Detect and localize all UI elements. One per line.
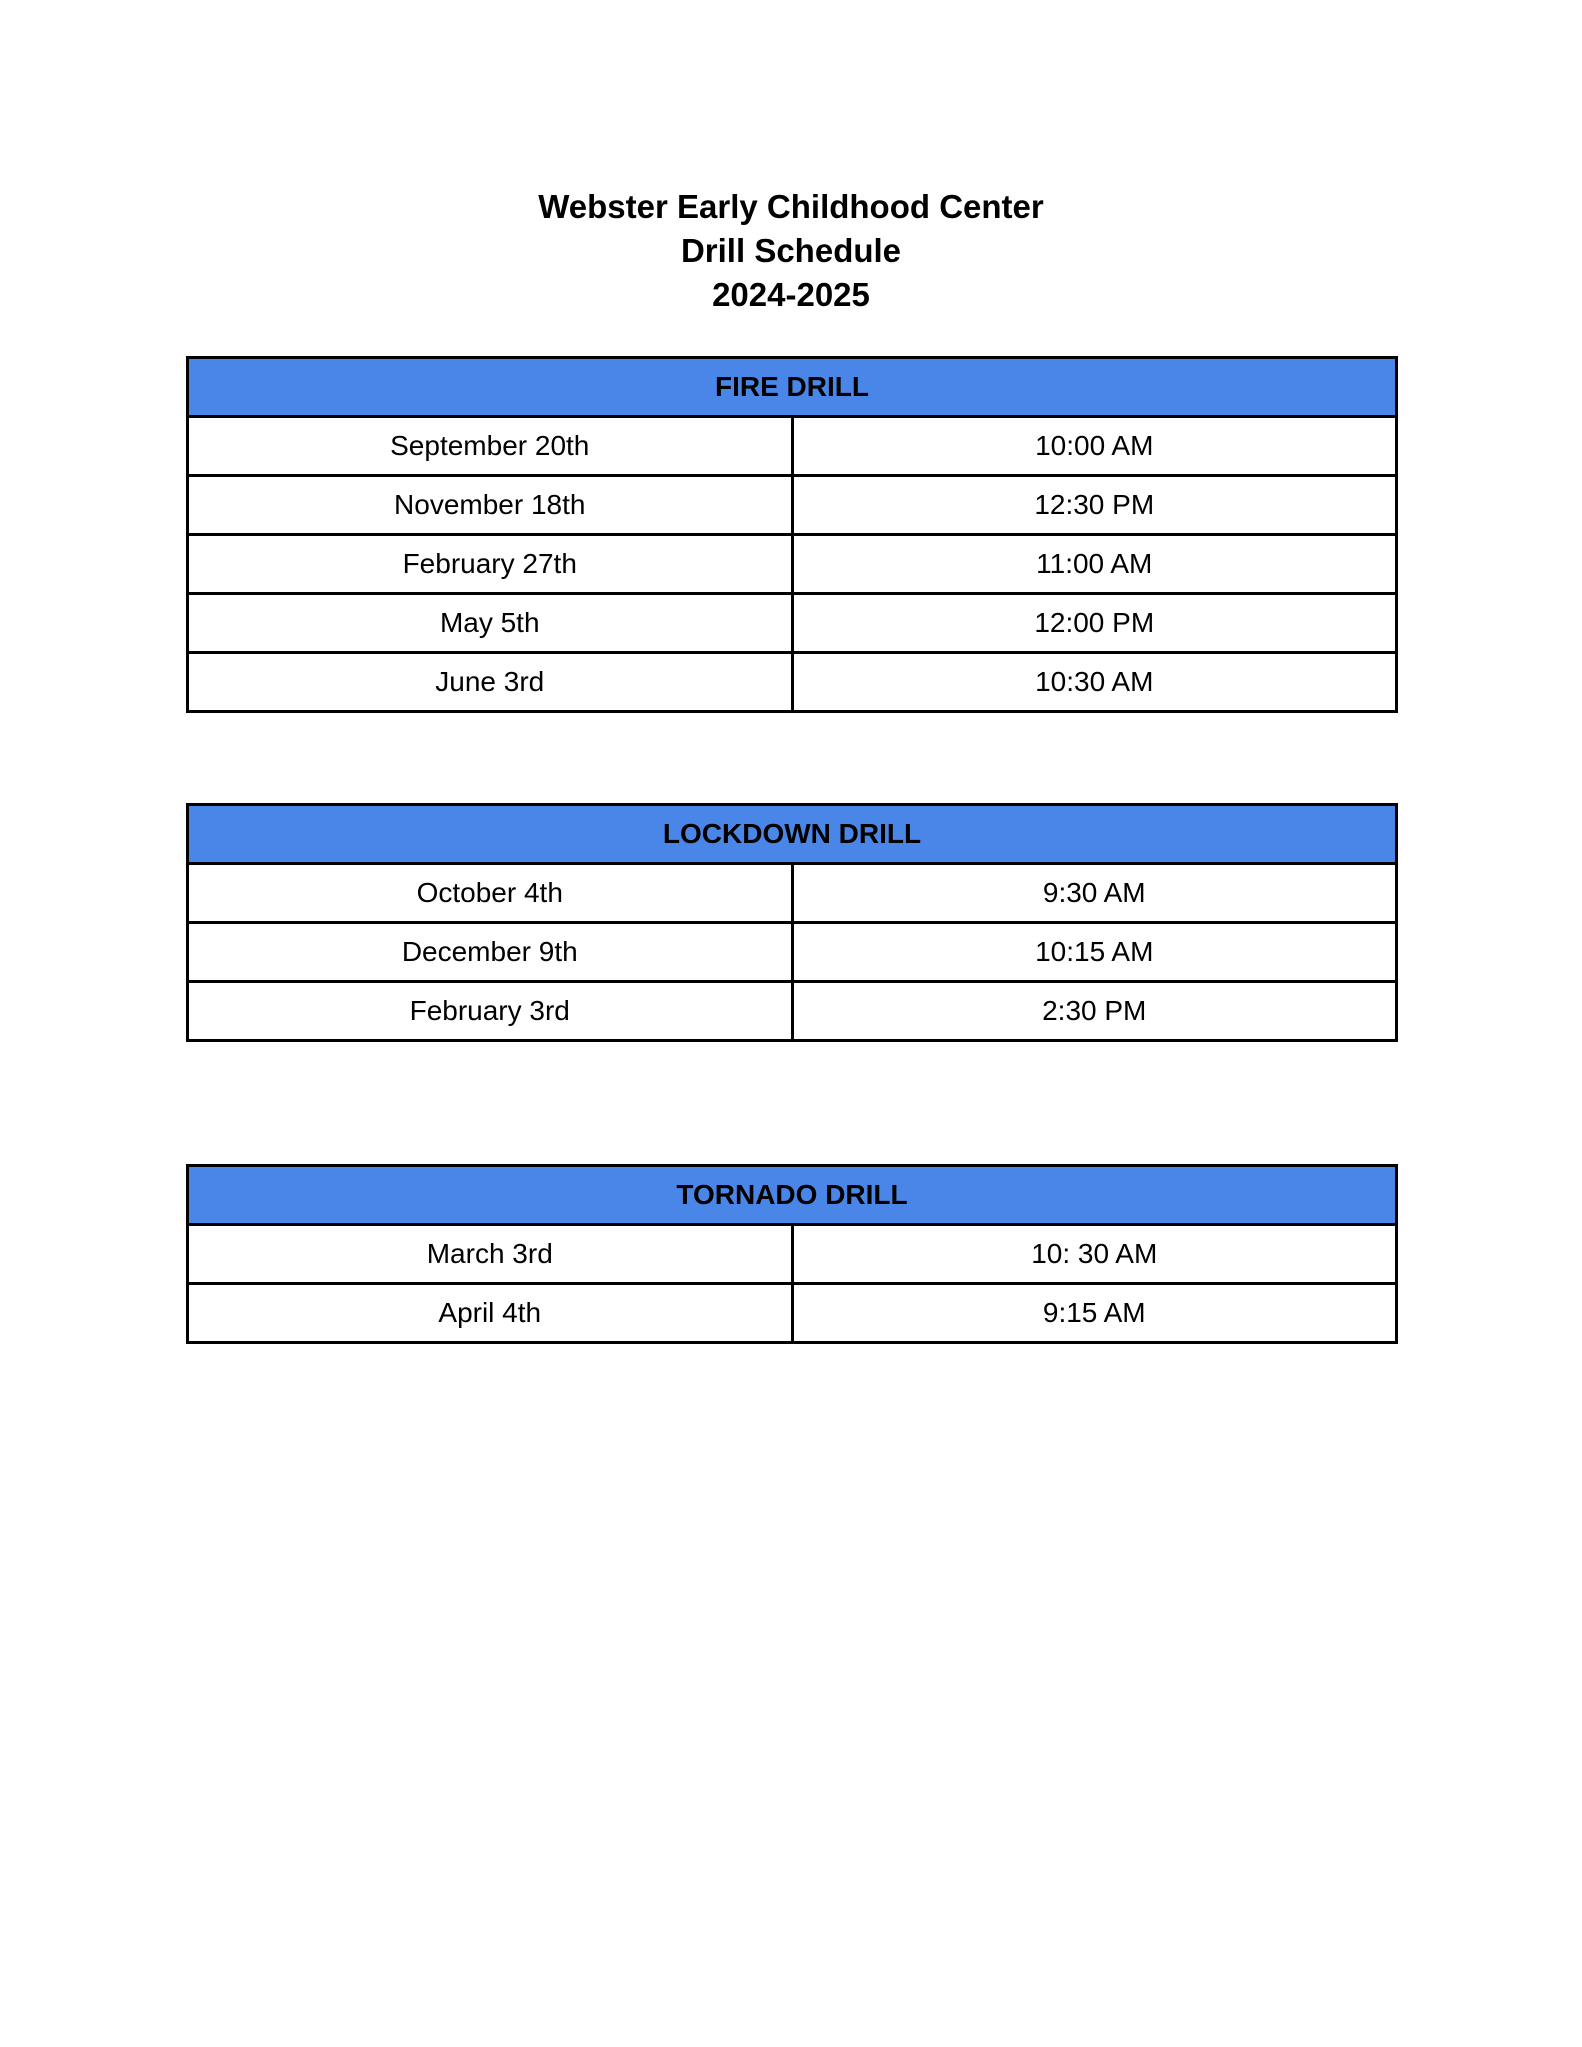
table-row	[188, 476, 1397, 535]
drill-date: December 9th	[188, 923, 793, 982]
drill-date: June 3rd	[188, 653, 793, 712]
table-row	[188, 594, 1397, 653]
drill-time: 10: 30 AM	[792, 1225, 1397, 1284]
table-row	[188, 864, 1397, 923]
lockdown-drill-heading: LOCKDOWN DRILL	[188, 805, 1397, 864]
drill-time: 10:30 AM	[792, 653, 1397, 712]
tornado-drill-table	[186, 1164, 1398, 1344]
schedule-title: Drill Schedule	[680, 232, 902, 269]
document-title	[0, 185, 1582, 317]
tornado-drill-heading: TORNADO DRILL	[188, 1166, 1397, 1225]
table-row	[188, 1225, 1397, 1284]
drill-time: 12:00 PM	[792, 594, 1397, 653]
drill-date: September 20th	[188, 417, 793, 476]
table-header-row	[188, 1166, 1397, 1225]
drill-time: 11:00 AM	[792, 535, 1397, 594]
fire-drill-table	[186, 356, 1398, 713]
drill-time: 9:15 AM	[792, 1284, 1397, 1343]
drill-date: November 18th	[188, 476, 793, 535]
table-row	[188, 1284, 1397, 1343]
drill-time: 10:00 AM	[792, 417, 1397, 476]
drill-date: May 5th	[188, 594, 793, 653]
drill-date: February 27th	[188, 535, 793, 594]
table-row	[188, 982, 1397, 1041]
fire-drill-heading: FIRE DRILL	[188, 358, 1397, 417]
drill-date: October 4th	[188, 864, 793, 923]
school-name: Webster Early Childhood Center	[538, 188, 1044, 225]
drill-date: April 4th	[188, 1284, 793, 1343]
drill-time: 9:30 AM	[792, 864, 1397, 923]
lockdown-drill-table	[186, 803, 1398, 1042]
drill-date: February 3rd	[188, 982, 793, 1041]
table-row	[188, 923, 1397, 982]
drill-time: 12:30 PM	[792, 476, 1397, 535]
drill-time: 10:15 AM	[792, 923, 1397, 982]
table-row	[188, 653, 1397, 712]
school-year: 2024-2025	[712, 276, 870, 313]
table-row	[188, 417, 1397, 476]
table-header-row	[188, 358, 1397, 417]
drill-date: March 3rd	[188, 1225, 793, 1284]
table-row	[188, 535, 1397, 594]
table-header-row	[188, 805, 1397, 864]
drill-time: 2:30 PM	[792, 982, 1397, 1041]
